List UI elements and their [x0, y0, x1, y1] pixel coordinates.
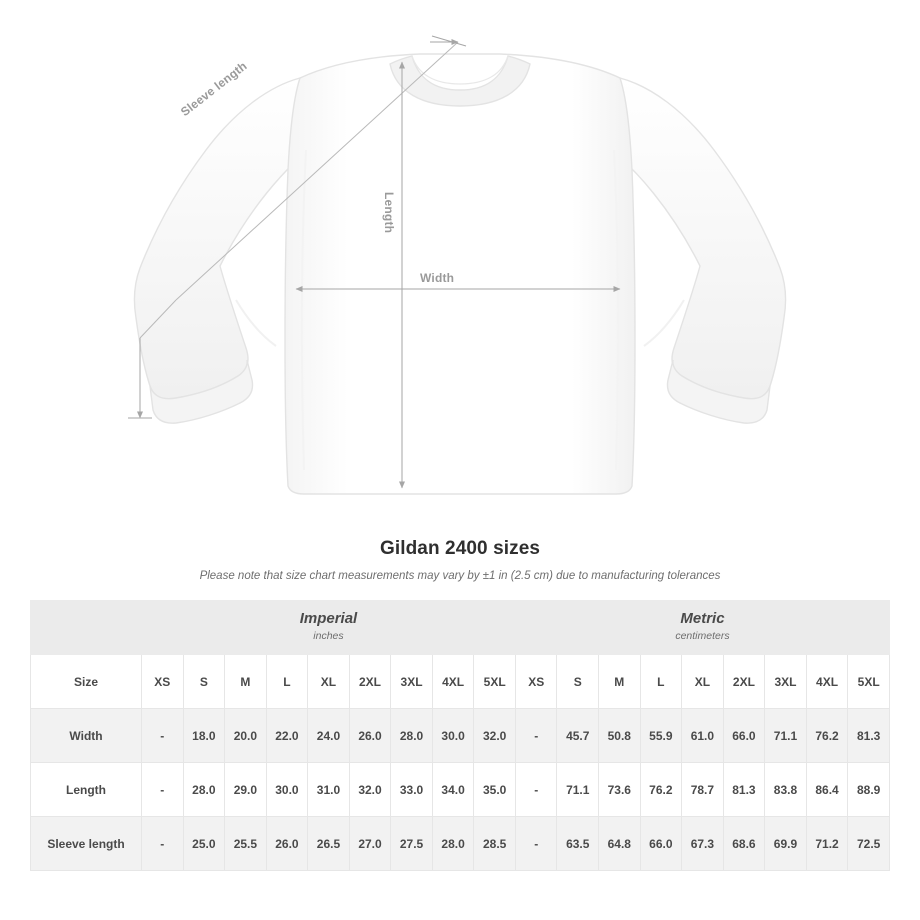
column-header-xl-imperial: XL: [308, 655, 350, 709]
page-title: Gildan 2400 sizes: [379, 538, 541, 559]
cell-value: 73.6: [599, 763, 641, 817]
column-header-xs-metric: XS: [515, 655, 557, 709]
table-row: [31, 709, 890, 763]
system-header-imperial: [142, 601, 516, 655]
system-header-metric: [515, 601, 889, 655]
cell-value: 18.0: [183, 709, 225, 763]
column-header-5xl-metric: 5XL: [848, 655, 890, 709]
cell-value: 31.0: [308, 763, 350, 817]
cell-value: 29.0: [225, 763, 267, 817]
cell-value: 64.8: [599, 817, 641, 871]
cell-value: 35.0: [474, 763, 516, 817]
cell-value: -: [142, 763, 184, 817]
column-header-m-metric: M: [599, 655, 641, 709]
cell-value: 76.2: [806, 709, 848, 763]
cell-value: 55.9: [640, 709, 682, 763]
cell-value: 27.0: [349, 817, 391, 871]
column-header-l-metric: L: [640, 655, 682, 709]
cell-value: 72.5: [848, 817, 890, 871]
column-header-xl-metric: XL: [682, 655, 724, 709]
cell-value: 25.0: [183, 817, 225, 871]
cell-value: 69.9: [765, 817, 807, 871]
column-header-s-metric: S: [557, 655, 599, 709]
row-header-length: Length: [31, 763, 142, 817]
column-header-2xl-imperial: 2XL: [349, 655, 391, 709]
cell-value: 28.0: [391, 709, 433, 763]
cell-value: 22.0: [266, 709, 308, 763]
cell-value: 88.9: [848, 763, 890, 817]
cell-value: -: [515, 817, 557, 871]
cell-value: 71.2: [806, 817, 848, 871]
cell-value: 28.0: [432, 817, 474, 871]
cell-value: 81.3: [723, 763, 765, 817]
column-header-5xl-imperial: 5XL: [474, 655, 516, 709]
cell-value: 28.0: [183, 763, 225, 817]
title-block: [0, 538, 920, 582]
cell-value: 28.5: [474, 817, 516, 871]
cell-value: 32.0: [349, 763, 391, 817]
system-unit: inches: [313, 629, 344, 642]
cell-value: 68.6: [723, 817, 765, 871]
cell-value: 50.8: [599, 709, 641, 763]
cell-value: 30.0: [432, 709, 474, 763]
cell-value: 20.0: [225, 709, 267, 763]
row-header-sleeve-length: Sleeve length: [31, 817, 142, 871]
size-chart-table: [30, 600, 890, 871]
column-header-4xl-metric: 4XL: [806, 655, 848, 709]
system-name: Metric: [680, 610, 725, 628]
cell-value: -: [142, 709, 184, 763]
cell-value: 61.0: [682, 709, 724, 763]
column-header-row: [31, 655, 890, 709]
cell-value: 30.0: [266, 763, 308, 817]
table-row: [31, 817, 890, 871]
size-header-cell: Size: [31, 655, 142, 709]
column-header-3xl-imperial: 3XL: [391, 655, 433, 709]
cell-value: 26.0: [349, 709, 391, 763]
cell-value: 76.2: [640, 763, 682, 817]
column-header-m-imperial: M: [225, 655, 267, 709]
length-label: Length: [382, 192, 396, 234]
cell-value: 25.5: [225, 817, 267, 871]
cell-value: 27.5: [391, 817, 433, 871]
cell-value: 26.0: [266, 817, 308, 871]
cell-value: 63.5: [557, 817, 599, 871]
shirt-shape: [134, 54, 785, 494]
measurement-note: Please note that size chart measurements may vary by ±1 in (2.5 cm) due to manufacturing tolerances: [199, 570, 721, 582]
cell-value: 45.7: [557, 709, 599, 763]
cell-value: 24.0: [308, 709, 350, 763]
cell-value: -: [515, 709, 557, 763]
cell-value: 34.0: [432, 763, 474, 817]
cell-value: 67.3: [682, 817, 724, 871]
column-header-4xl-imperial: 4XL: [432, 655, 474, 709]
system-header-row: [31, 601, 890, 655]
row-header-width: Width: [31, 709, 142, 763]
corner-blank: [31, 601, 142, 655]
cell-value: 71.1: [557, 763, 599, 817]
column-header-2xl-metric: 2XL: [723, 655, 765, 709]
column-header-xs-imperial: XS: [142, 655, 184, 709]
system-unit: centimeters: [675, 629, 730, 642]
cell-value: 71.1: [765, 709, 807, 763]
size-chart-table-wrap: [30, 600, 890, 871]
cell-value: 78.7: [682, 763, 724, 817]
column-header-s-imperial: S: [183, 655, 225, 709]
cell-value: 66.0: [723, 709, 765, 763]
column-header-l-imperial: L: [266, 655, 308, 709]
width-label: Width: [420, 271, 455, 285]
cell-value: 33.0: [391, 763, 433, 817]
cell-value: -: [142, 817, 184, 871]
cell-value: 32.0: [474, 709, 516, 763]
cell-value: -: [515, 763, 557, 817]
table-row: [31, 763, 890, 817]
cell-value: 66.0: [640, 817, 682, 871]
cell-value: 83.8: [765, 763, 807, 817]
system-name: Imperial: [299, 610, 358, 628]
cell-value: 81.3: [848, 709, 890, 763]
cell-value: 26.5: [308, 817, 350, 871]
column-header-3xl-metric: 3XL: [765, 655, 807, 709]
sleeve-length-label: Sleeve length: [178, 58, 250, 120]
cell-value: 86.4: [806, 763, 848, 817]
